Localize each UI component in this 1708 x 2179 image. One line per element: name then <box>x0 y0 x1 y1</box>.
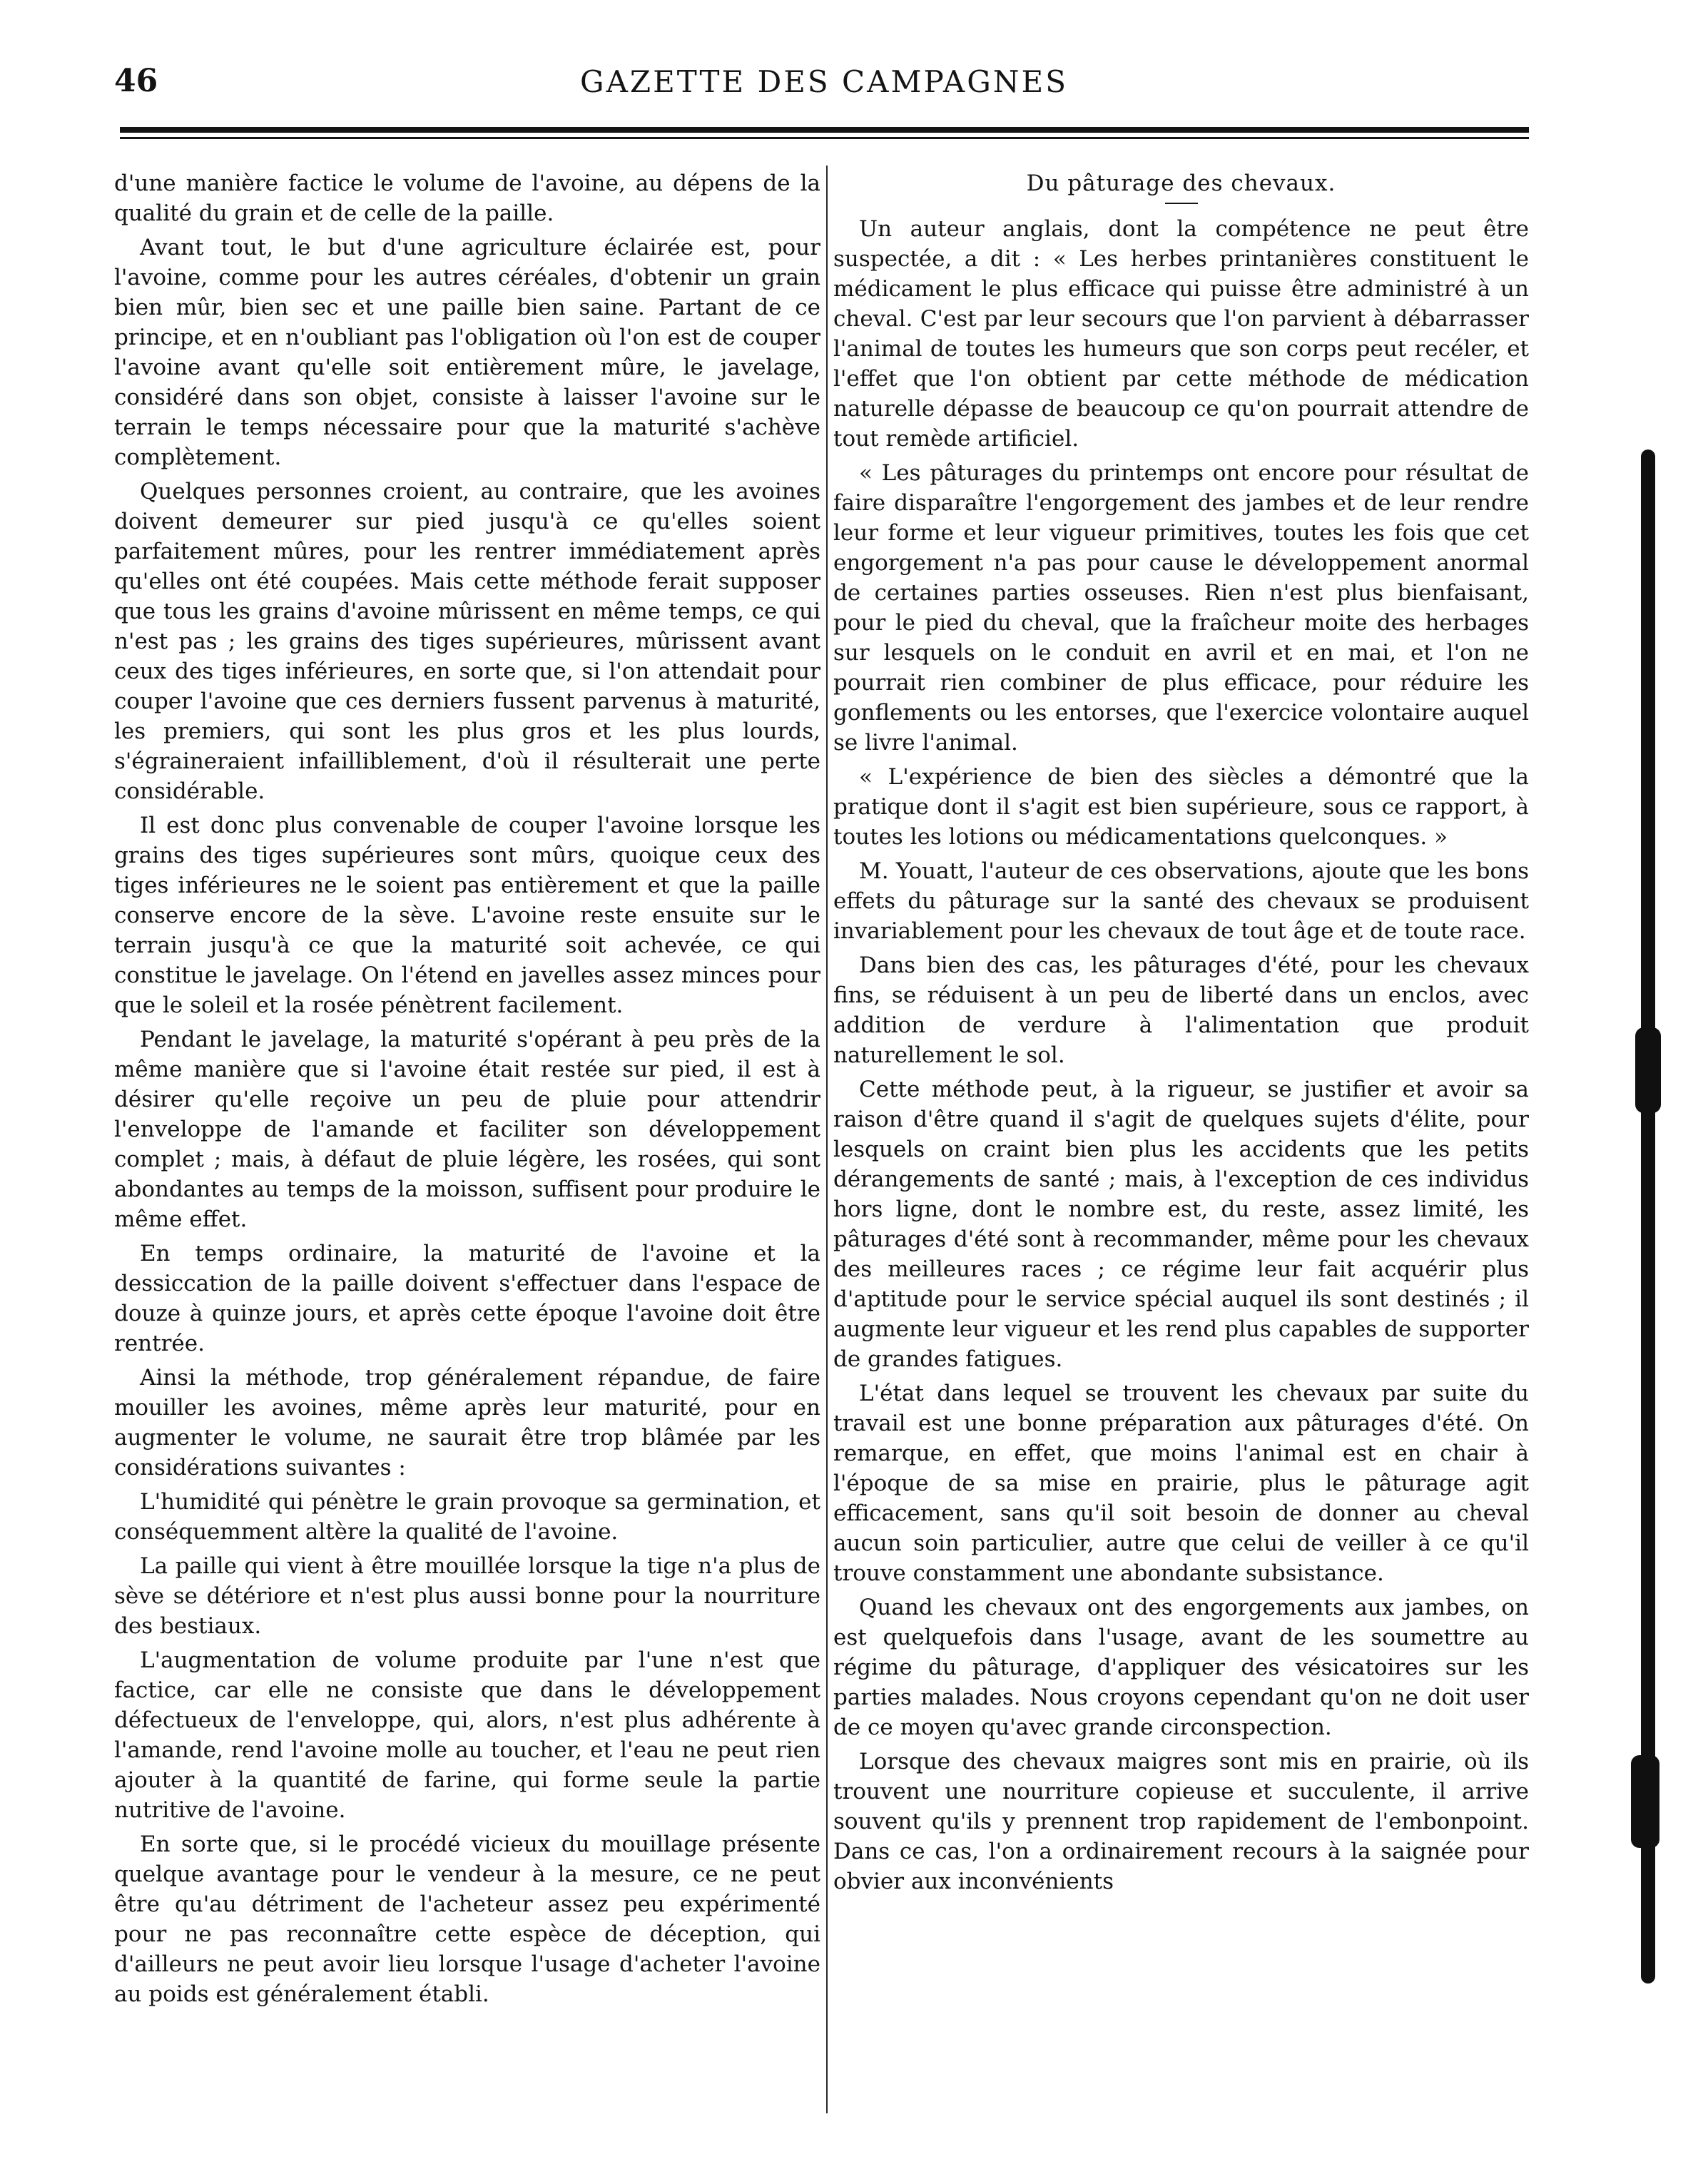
paragraph: L'état dans lequel se trouvent les chevaux par suite du travail est une bonne préparation aux pâturages d'été. On remarque, en effet, que moins l'animal est en chair à l'époque de sa mise en prairie, plus le pâturage agit efficacement, sans qu'il soit besoin de donner au cheval aucun soin particulier, autre que celui de veiller à ce qu'il trouve constamment une abondante subsistance. <box>833 1381 1529 1586</box>
right-column <box>833 168 1529 2130</box>
paragraph: L'humidité qui pénètre le grain provoque sa germination, et conséquemment altère la qualité de l'avoine. <box>114 1489 820 1545</box>
header-rule-thin <box>120 137 1529 139</box>
paragraph: Il est donc plus convenable de couper l'avoine lorsque les grains des tiges supérieures sont mûrs, quoique ceux des tiges inférieures ne le soient pas entièrement et que la paille conserve encore de la sève. L'avoine reste ensuite sur le terrain jusqu'à ce que la maturité soit achevée, ce qui constitue le javelage. On l'étend en javelles assez minces pour que le soleil et la rosée pénètrent facilement. <box>114 813 820 1018</box>
paragraph: Pendant le javelage, la maturité s'opérant à peu près de la même manière que si l'avoine était restée sur pied, il est à désirer qu'elle reçoive un peu de pluie pour attendrir l'enveloppe de l'amande et faciliter son développement complet ; mais, à défaut de pluie légère, les rosées, qui sont abondantes au temps de la moisson, suffisent pour produire le même effet. <box>114 1027 820 1232</box>
title-dash <box>1165 203 1198 204</box>
paragraph: Dans bien des cas, les pâturages d'été, pour les chevaux fins, se réduisent à un peu de liberté dans un enclos, avec addition de verdure à l'alimentation que produit naturellement le sol. <box>833 953 1529 1068</box>
paragraph: « Les pâturages du printemps ont encore pour résultat de faire disparaître l'engorgement des jambes et de leur rendre leur forme et leur vigueur primitives, toutes les fois que cet engorgement n'a pas pour cause le développement anormal de certaines parties osseuses. Rien n'est plus bienfaisant, pour le pied du cheval, que la fraîcheur moite des herbages sur lesquels on le conduit en avril et en mai, et l'on ne pourrait rien combiner de plus efficace, pour réduire les gonflements ou les entorses, que l'exercice volontaire auquel se livre l'animal. <box>833 460 1529 756</box>
paragraph: Ainsi la méthode, trop généralement répandue, de faire mouiller les avoines, même après leur maturité, pour en augmenter le volume, ne saurait être trop blâmée par les considérations suivantes : <box>114 1365 820 1480</box>
running-title: GAZETTE DES CAMPAGNES <box>580 64 1068 99</box>
paragraph: Quand les chevaux ont des engorgements aux jambes, on est quelquefois dans l'usage, avant de les soumettre au régime du pâturage, d'appliquer des vésicatoires sur les parties malades. Nous croyons cependant qu'on ne doit user de ce moyen qu'avec grande circonspection. <box>833 1595 1529 1740</box>
paragraph: Cette méthode peut, à la rigueur, se justifier et avoir sa raison d'être quand il s'agit de quelques sujets d'élite, pour lesquels on craint bien plus les accidents que les petits dérangements de santé ; mais, à l'exception de ces individus hors ligne, dont le nombre est, du reste, assez limité, les pâturages d'été sont à recommander, même pour les chevaux des meilleures races ; ce régime leur fait acquérir plus d'aptitude pour le service spécial auquel ils sont destinés ; il augmente leur vigueur et les rend plus capables de supporter de grandes fatigues. <box>833 1077 1529 1372</box>
ink-blot <box>1631 1755 1659 1848</box>
paragraph: Quelques personnes croient, au contraire, que les avoines doivent demeurer sur pied jusqu'à ce qu'elles soient parfaitement mûres, pour les rentrer immédiatement après qu'elles ont été coupées. Mais cette méthode ferait supposer que tous les grains d'avoine mûrissent en même temps, ce qui n'est pas ; les grains des tiges supérieures, mûrissent avant ceux des tiges inférieures, en sorte que, si l'on attendait pour couper l'avoine que ces derniers fussent parvenus à maturité, les premiers, qui sont les plus gros et les plus lourds, s'égraineraient infailliblement, d'où il résulterait une perte considérable. <box>114 479 820 804</box>
header-rule-thick <box>120 127 1529 133</box>
paragraph: Lorsque des chevaux maigres sont mis en prairie, où ils trouvent une nourriture copieuse et succulente, il arrive souvent qu'ils y prennent trop rapidement de l'embonpoint. Dans ce cas, l'on a ordinairement recours à la saignée pour obvier aux inconvénients <box>833 1749 1529 1894</box>
paragraph: Avant tout, le but d'une agriculture éclairée est, pour l'avoine, comme pour les autres céréales, d'obtenir un grain bien mûr, bien sec et une paille bien saine. Partant de ce principe, et en n'oubliant pas l'obligation où l'on est de couper l'avoine avant qu'elle soit entièrement mûre, le javelage, considéré dans son objet, consiste à laisser l'avoine sur le terrain le temps nécessaire pour que la maturité s'achève complètement. <box>114 235 820 470</box>
page-number: 46 <box>114 63 158 99</box>
paragraph: M. Youatt, l'auteur de ces observations, ajoute que les bons effets du pâturage sur la santé des chevaux se produisent invariablement pour les chevaux de tout âge et de toute race. <box>833 858 1529 944</box>
ink-blot <box>1635 1027 1661 1113</box>
paragraph: En temps ordinaire, la maturité de l'avoine et la dessiccation de la paille doivent s'effectuer dans l'espace de douze à quinze jours, et après cette époque l'avoine doit être rentrée. <box>114 1241 820 1356</box>
section-title: Du pâturage des chevaux. <box>1026 171 1336 196</box>
left-column <box>114 168 820 2130</box>
paragraph: d'une manière factice le volume de l'avoine, au dépens de la qualité du grain et de celle de la paille. <box>114 171 820 226</box>
paragraph: L'augmentation de volume produite par l'une n'est que factice, car elle ne consiste que dans le développement défectueux de l'enveloppe, qui, alors, n'est plus adhérente à l'amande, rend l'avoine molle au toucher, et l'eau ne peut rien ajouter à la quantité de farine, qui forme seule la partie nutritive de l'avoine. <box>114 1647 820 1823</box>
paragraph: « L'expérience de bien des siècles a démontré que la pratique dont il s'agit est bien supérieure, sous ce rapport, à toutes les lotions ou médicamentations quelconques. » <box>833 764 1529 850</box>
page-header <box>114 63 1534 113</box>
column-divider <box>826 166 828 2113</box>
paragraph: Un auteur anglais, dont la compétence ne peut être suspectée, a dit : « Les herbes printanières constituent le médicament le plus efficace qui puisse être administré à un cheval. C'est par leur secours que l'on parvient à débarrasser l'animal de toutes les humeurs que son corps peut recéler, et l'effet que l'on obtient par cette méthode de médication naturelle dépasse de beaucoup ce qu'on pourrait attendre de tout remède artificiel. <box>833 216 1529 452</box>
paragraph: La paille qui vient à être mouillée lorsque la tige n'a plus de sève se détériore et n'est plus aussi bonne pour la nourriture des bestiaux. <box>114 1553 820 1639</box>
binding-edge-shadow <box>1641 449 1655 1984</box>
paragraph: En sorte que, si le procédé vicieux du mouillage présente quelque avantage pour le vendeur à la mesure, ce ne peut être qu'au détriment de l'acheteur assez peu expérimenté pour ne pas reconnaître cette espèce de déception, qui d'ailleurs ne peut avoir lieu lorsque l'usage d'acheter l'avoine au poids est généralement établi. <box>114 1832 820 2007</box>
